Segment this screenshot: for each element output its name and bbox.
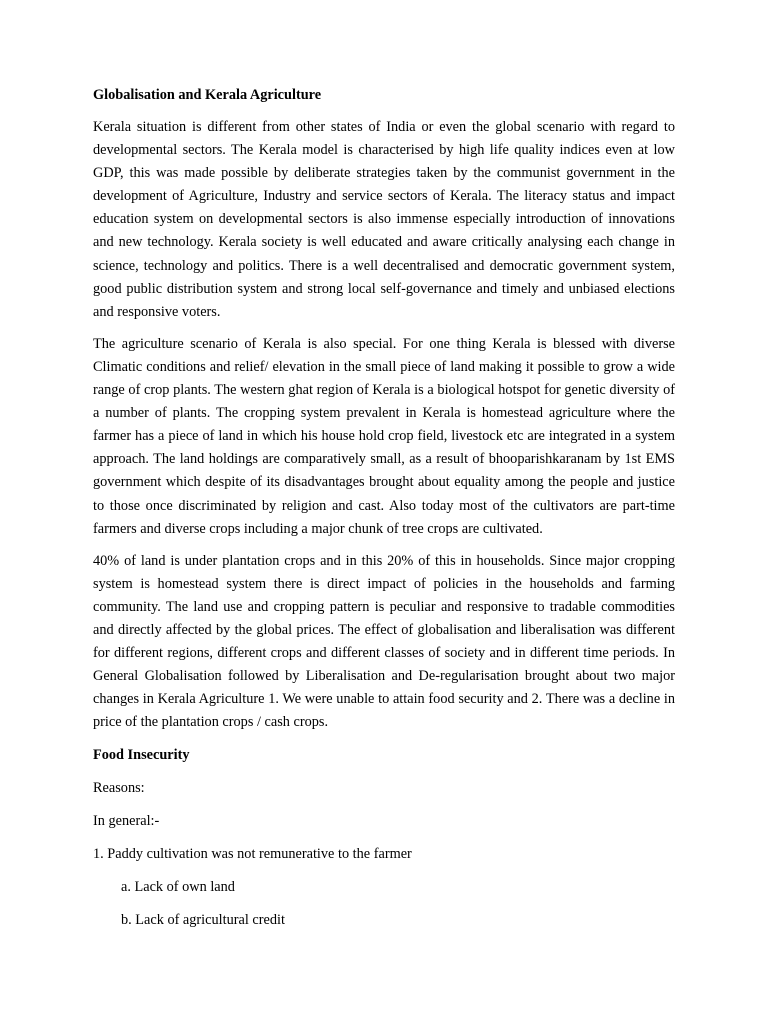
document-title: Globalisation and Kerala Agriculture [93,87,322,103]
reasons-label: Reasons: [93,780,145,797]
paragraph-plantation-crops: 40% of land is under plantation crops and in this 20% of this in households. Since major cropping system is homestead system there is direct impact of policies in the households and farming community. The land use and cropping pattern is peculiar and responsive to tradable commodities and directly affected by the global prices. The effect of globalisation and liberalisation was different for different regions, different crops and different classes of society and in different time periods. In General Globalisation followed by Liberalisation and De-regularisation brought about two major changes in Kerala Agriculture 1. We were unable to attain food security and 2. There was a decline in price of the plantation crops / cash crops. [93,552,675,731]
list-item-paddy-cultivation: 1. Paddy cultivation was not remunerative to the farmer [93,846,412,863]
sub-item-lack-of-own-land: a. Lack of own land [121,879,235,896]
section-heading-food-insecurity: Food Insecurity [93,747,190,764]
in-general-label: In general:- [93,813,160,830]
paragraph-agriculture-scenario: The agriculture scenario of Kerala is also special. For one thing Kerala is blessed with diverse Climatic conditions and relief/ elevation in the small piece of land making it possible to grow a wide range of crop plants. The western ghat region of Kerala is a biological hotspot for genetic diversity of a number of plants. The cropping system prevalent in Kerala is homestead agriculture where the farmer has a piece of land in which his house hold crop field, livestock etc are integrated in a system approach. The land holdings are comparatively small, as a result of bhooparishkaranam by 1st EMS government which despite of its disadvantages brought about equality among the people and justice to those once discriminated by religion and cast. Also today most of the cultivators are part-time farmers and diverse crops including a major chunk of tree crops are cultivated. [93,335,675,537]
sub-item-lack-of-agricultural-credit: b. Lack of agricultural credit [121,912,285,929]
document-body [93,84,675,932]
paragraph-kerala-situation: Kerala situation is different from other states of India or even the global scenario with regard to developmental sectors. The Kerala model is characterised by high life quality indices even at low GDP, this was made possible by deliberate strategies taken by the communist government in the development of Agriculture, Industry and service sectors of Kerala. The literacy status and impact education system on developmental sectors is also immense especially introduction of innovations and new technology. Kerala society is well educated and aware critically analysing each change in science, technology and politics. There is a well decentralised and democratic government system, good public distribution system and strong local self-governance and timely and unbiased elections and responsive voters. [93,119,675,320]
